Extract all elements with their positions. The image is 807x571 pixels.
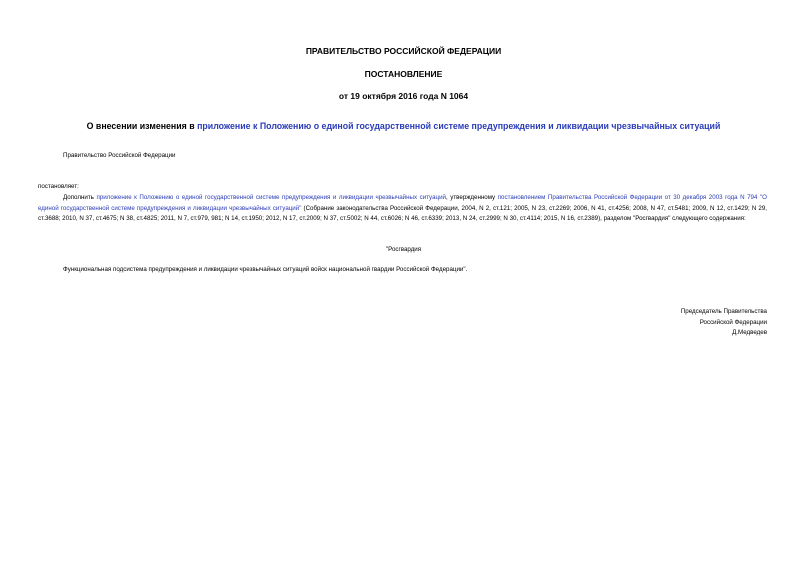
decrees-line: постановляет: — [38, 183, 79, 190]
government-line: Правительство Российской Федерации — [63, 152, 176, 159]
main-paragraph — [38, 193, 767, 225]
section-quote: "Росгвардия — [385, 246, 422, 253]
signature-country: Российской Федерации — [699, 319, 767, 326]
appendix-link[interactable]: приложение к Положению о единой государственной системе предупреждения и ликвидации чрезвычайных ситуаций — [96, 194, 446, 201]
signature-name: Д.Медведев — [732, 329, 767, 336]
title-prefix: О внесении изменения в — [86, 121, 198, 131]
document-date-number: от 19 октября 2016 года N 1064 — [338, 91, 469, 101]
functional-subsystem-line: Функциональная подсистема предупреждения и ликвидации чрезвычайных ситуаций войск национальной гвардии Российской Федерации". — [63, 266, 468, 273]
decree-794-link[interactable]: постановлением Правительства Российской Федерации от 30 декабря 2003 года N 794 "О единой государственной системе предупреждения и ликвидации чрезвычайных ситуаций" — [38, 194, 767, 212]
government-heading: ПРАВИТЕЛЬСТВО РОССИЙСКОЙ ФЕДЕРАЦИИ — [305, 46, 502, 56]
p1-end: (Собрание законодательства Российской Федерации, 2004, N 2, ст.121; 2005, N 23, ст.2269; 2006, N 41, ст.4256; 2008, N 47, ст.5481; 2009, N 12, ст.1429; N 29, ст.3688; 2010, N 37, ст.4675; N 38, ст.4825; 2011, N 7, ст.979, 981; N 14, ст.1950; 2012, N 17, ст.2009; N 37, ст.5002; N 44, ст.6026; N 46, ст.6339; 2013, N 24, ст.2999; N 30, ст.4114; 2015, N 16, ст.2389), разделом "Росгвардия" следующего содержания: — [38, 204, 768, 223]
title-link[interactable]: приложение к Положению о единой государственной системе предупреждения и ликвидации чрезвычайных ситуаций — [197, 121, 721, 131]
document-title — [0, 121, 807, 131]
signature-position: Председатель Правительства — [680, 308, 767, 315]
p1-mid: , утвержденному — [445, 194, 498, 201]
p1-start: Дополнить — [63, 194, 97, 201]
document-type: ПОСТАНОВЛЕНИЕ — [364, 69, 443, 79]
